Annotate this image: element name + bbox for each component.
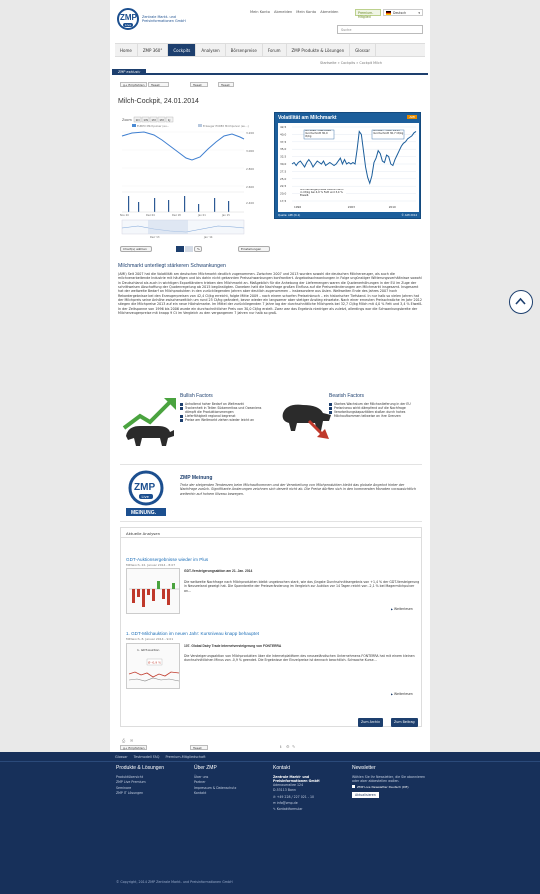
footer-link[interactable]: ZMP Live Premium: [116, 780, 146, 785]
view-bar-icon[interactable]: [176, 246, 184, 252]
scroll-top-button[interactable]: [509, 290, 533, 314]
nav-home[interactable]: Home: [115, 44, 138, 56]
checkbox-icon: [352, 785, 355, 788]
analysis-head: 107. Global Dairy Trade Internetversteigerung von FONTERRA: [184, 644, 282, 648]
svg-text:Jan 01: Jan 01: [198, 214, 206, 217]
footer-link-premium[interactable]: Premium-Mitgliedschaft: [165, 755, 206, 759]
page-title: Milch-Cockpit, 24.01.2014: [118, 98, 199, 105]
account-link[interactable]: Mein Konto: [250, 10, 270, 14]
info-icon[interactable]: ℹ: [280, 744, 282, 749]
settings-gear-icon[interactable]: ⚙: [286, 744, 290, 749]
svg-text:3.200: 3.200: [246, 131, 255, 135]
bearish-item: Starkes Wachstum der Milchanlieferung in der EU: [329, 402, 419, 406]
archive-button[interactable]: Zum Archiv: [358, 718, 383, 727]
svg-text:Dez 18: Dez 18: [172, 214, 181, 217]
ami-badge: AMI: [409, 115, 415, 119]
mail-icon[interactable]: ✉: [130, 738, 134, 743]
opinion-text: Trotz der steigenden Tendenzen beim Milchaufkommen und der Verarbeitung von Milchprodukten bleibt das globale Angebot hinter der Nachfrage zurück. Signifikante Änderungen zeichnen sich derzeit nicht ab. Die Preise dürften sich in den kommenden Monaten voraussichtlich weiterhin auf hohem Niveau bewegen.: [180, 483, 416, 496]
nav-analysen[interactable]: Analysen: [196, 44, 225, 56]
view-line-icon[interactable]: [185, 246, 193, 252]
exclusive-banner: ZMP exklusiv: [112, 69, 428, 75]
bearish-item: Preisniveau wirkt dämpfend auf die Nachfrage: [329, 406, 419, 410]
y-tick-label: 35,0: [280, 147, 287, 152]
bullish-item: Lieferfähigkeit regional begrenzt: [180, 414, 268, 418]
svg-text:Live: Live: [141, 495, 149, 499]
svg-text:Ø -0,9 %: Ø -0,9 %: [148, 660, 161, 665]
footer-link[interactable]: Partner: [194, 780, 206, 785]
footer-col-contact: Kontakt Zentrale Markt- und Preisinformationen GmbH Adenauerallee 124 D-53113 Bonn ✆ +49 228 / 227 021 - 10 ✉ info@zmp.de ✎ Kontaktformular: [273, 765, 343, 812]
google-share-button[interactable]: g+ Empfehlen: [120, 82, 147, 87]
svg-text:1J: 1J: [167, 118, 171, 122]
analysis-text: Die weltweite Nachfrage nach Milchprodukten bleibt ungebrochen stark, wie das jüngste Durchschnittsergebnis von +1,4 % der GDT-Versteigerung in Neuseeland gezeigt hat. Die Spannbreite der Preisveränderung im Vergleich zur Auktion vor 14 Tagen reicht von -2,1 % bei Magermilchpulver an…: [184, 580, 420, 593]
price-series-line: [122, 132, 244, 160]
footer-link[interactable]: Kontakt: [194, 790, 207, 795]
y-tick-label: 40,0: [280, 132, 287, 137]
svg-text:1D: 1D: [135, 118, 140, 122]
svg-text:Nov 20: Nov 20: [120, 214, 129, 217]
analysis-date: Mittwoch, 22. Januar 2014 - 8:07: [126, 563, 176, 567]
analysis-text: Die Versteigerungsaktion von Milchprodukten über die Internetplattform des neuseeländischen Unternehmens FONTERRA hat mit einem kleinen durchschnittlichen Minus von -0,9 % geendet. Die Ergebnisse der Einzelpreise ist dennoch beachtlich. Schwache Kurse…: [184, 654, 415, 663]
zmp-logo[interactable]: ZMP Live Zentrale Markt- und Preisinformationen GmbH: [117, 8, 185, 30]
page-container: [110, 0, 430, 752]
footer-link[interactable]: ZMP IT Lösungen: [116, 790, 144, 795]
legend-1: EUREX Milchpulver (eu…: [137, 124, 170, 128]
nav-glossar[interactable]: Glossar: [350, 44, 376, 56]
twitter-tweet-button[interactable]: Tweet: [218, 82, 234, 87]
footer-link[interactable]: Impressum & Datenschutz: [194, 785, 237, 790]
svg-text:Jan 15: Jan 15: [222, 214, 230, 217]
analysis-title[interactable]: 1. GDT-Milchauktion im neuen Jahr: Kursniveau knapp behauptet: [126, 631, 260, 636]
footer-link-faq[interactable]: Testmodell FAQ: [133, 755, 160, 759]
facebook-share-button[interactable]: Tweet: [190, 82, 208, 87]
price-chart[interactable]: [118, 112, 270, 257]
twitter-share-button[interactable]: Tweet: [148, 82, 169, 87]
svg-text:2.800: 2.800: [246, 167, 255, 171]
footer-link[interactable]: Seminare: [116, 785, 132, 790]
svg-text:Dez '13: Dez '13: [150, 236, 160, 239]
mail-icon: ✉: [273, 801, 277, 806]
bullish-title: Bullish Factors: [180, 393, 213, 399]
copyright: © Copyright, 2014 ZMP Zentrale Markt- und Preisinformationen GmbH: [116, 880, 233, 884]
bullish-item: Trockenheit in Teilen Südamerikas und Ozeaniens dämpft die Produktionsmengen: [180, 406, 268, 414]
chevron-down-icon: ▾: [418, 10, 420, 15]
opinion-title: ZMP Meinung: [180, 475, 213, 481]
legend-swatch-2: [198, 124, 202, 127]
x-tick-label: 1996: [294, 205, 302, 209]
bullish-item: Anhaltend hoher Bedarf an Weltmarkt: [180, 402, 268, 406]
svg-text:3.000: 3.000: [246, 149, 255, 153]
settings-button[interactable]: Einstellungen: [238, 246, 270, 252]
svg-text:1. GDT-Auktion: 1. GDT-Auktion: [137, 648, 160, 652]
navigator-range[interactable]: [148, 220, 188, 234]
svg-text:1W: 1W: [143, 118, 149, 122]
read-more-link[interactable]: ▶ Weiterlesen: [391, 607, 413, 611]
phone-icon: ✆: [273, 795, 277, 800]
y-tick-label: 32,5: [280, 154, 287, 159]
chart-title: Volatilität am Milchmarkt: [278, 115, 337, 121]
legend-swatch-1: [132, 124, 136, 127]
svg-text:Jan '14: Jan '14: [204, 236, 213, 239]
svg-text:1M: 1M: [151, 118, 156, 122]
y-tick-label: 25,0: [280, 176, 287, 181]
chart-copyright: © AMI 2014: [401, 214, 417, 217]
newsletter-option[interactable]: ZMP Live Newsletter Deutsch (DE): [352, 785, 426, 790]
y-tick-label: 20,0: [280, 191, 287, 196]
y-tick-label: 30,0: [280, 162, 287, 166]
footer-divider: [0, 761, 540, 762]
language-select[interactable]: Deutsch ▾: [383, 9, 423, 16]
email-link[interactable]: ✉ info@zmp.de: [273, 801, 298, 806]
post-button[interactable]: Zum Beitrag: [391, 718, 418, 727]
legend-2: Erzeuger EUREX Milchpulver (eu…): [203, 124, 249, 128]
nav-cockpits[interactable]: Cockpits: [168, 44, 196, 56]
analysis-thumbnail[interactable]: [126, 568, 180, 614]
annotation-3: Milcherzeugerpreise Deutschland in Ct/kg bei 4,0 % Fett und 3,4 % Eiweiß: [300, 189, 346, 198]
company-name: Zentrale Markt- und Preisinformationen GmbH: [273, 775, 320, 784]
phone: ✆ +49 228 / 227 021 - 10: [273, 795, 315, 800]
bull-icon: [118, 392, 182, 448]
volatility-plot: [278, 123, 419, 212]
logo-description: Zentrale Markt- und Preisinformationen GmbH: [142, 15, 186, 23]
footer-col-newsletter: Newsletter Wählen Sie Ihr Newsletter, die Sie abonnieren oder aber abbestellen wollen. ZMP Live Newsletter Deutsch (DE) Aktualisieren: [352, 765, 426, 798]
y-tick-label: 22,5: [280, 184, 287, 189]
analysis-head: GDT-Versteigerungsaktion am 21. Jan. 2014: [184, 569, 253, 573]
bullish-item: Preise am Weltmarkt ziehen wieder leicht an: [180, 418, 268, 422]
analyses-header: Aktuelle Analysen: [121, 528, 421, 538]
y-tick-label: 17,5: [280, 199, 287, 203]
bearish-list: [329, 402, 419, 418]
top-links: [250, 10, 338, 14]
volume-bars: [128, 196, 229, 212]
main-nav: [115, 43, 425, 57]
bearish-item: Verarbeitungskapazitäten stoßen durch hohes Milchaufkommen teilweise an ihre Grenzen: [329, 410, 419, 418]
bullish-list: [180, 402, 268, 422]
footer-col-products: Produkte & Lösungen Produktübersicht ZMP Live Premium Seminare ZMP IT Lösungen: [116, 765, 186, 796]
x-tick-label: 2010: [388, 205, 396, 209]
tag-icon[interactable]: ✎: [292, 744, 296, 749]
y-tick-label: 27,5: [280, 169, 287, 174]
annotation-2: Jan 2007 - Nov. 2013 Durchschnitt 30,7 Ct/kg: [372, 130, 404, 136]
annotation-1: Jan 1996 - Dez 2006 Durchschnitt 30,0 Ct/kg: [304, 130, 331, 139]
footer-link[interactable]: Über uns: [194, 775, 209, 779]
address-line: D-53113 Bonn: [273, 787, 296, 792]
bear-icon: [273, 397, 337, 441]
address-line: Adenauerallee 124: [273, 783, 304, 788]
footer-link-glossar[interactable]: Glossar: [115, 755, 128, 759]
y-tick-label: 42,5: [280, 125, 287, 129]
logout-link[interactable]: Abmelden: [274, 10, 293, 14]
update-button[interactable]: Aktualisieren: [352, 792, 379, 798]
svg-text:1M: 1M: [159, 118, 164, 122]
zmp-meinung-logo: [123, 468, 169, 518]
pencil-icon: ✎: [273, 807, 277, 812]
nav-zmp360[interactable]: ZMP 360°: [138, 44, 169, 56]
read-more-link[interactable]: ▶ Weiterlesen: [391, 692, 413, 696]
x-tick-label: 2003: [347, 205, 355, 209]
section-body: (AMI) Seit 2007 hat die Volatilität am deutschen Milchmarkt deutlich zugenommen. Zwischen 2007 und 2013 wurden sowohl die deutschen Milcherzeuger, als auch die milchverarbeitende Industrie mit häufigen und bis dahin nicht gekannten Preisschwankungen konfrontiert. Angebotsschwankungen in Folge ungünstiger Witterungsverhältnisse sowohl in Deutschland als auch in wichtigen Exportländern trieben den Milchmarkt an. Maßgeblich für die Anhebung der Liefermengen waren die Quotenerhöhungen in der EU im Zuge der schrittweisen Abschaffung der Quotenregelung ab 2015 begünstigten. Daneben hatt die Nachfrage großen Einfluss auf die Preisveränderungen am Milchmarkt insgesamt. Insgesamt hat der weltweite Bedarf an Milchprodukten in den zurückliegenden Jahren aber deutlich zugenommen – insbesondere aus Asien. Weltweiten Ende des Jahres 2007 hoch Rekordergebnisse bei den Erzeugerpreisen von 42,4 Ct/kg erreicht, folgte Mitte 2009 – nach einem scharfen Preiseinbruch – ein historischer Tiefstand. In nur halb so vielen Jahren hat der Milchpreis seine Anhöhe zwischenzeitlich um rund 25 Ct/kg geändert, bevor wieder ein langsamer aber stetiger Anstieg einsetzte. Nach einer erneuten Preisschwäche im Jahr 2012 stiegen die Milchpreise 2013 auf ein neue Höchstmarke. Im Mittel der zurückliegenden 7 Jahre lag der durchschnittliche Milchpreis bei 32,7 Ct/kg Milch mit 4,0 % Fett und 3,4 % Eiweiß. In der Zeitspanne von 1996 bis 2006 wurde ein durchschnittlicher Preis von 30,0 Ct/kg erzielt. Zwar war das Ergebnis niedriger als zuletzt, allerdings war die Schwankungsbreite der Milcherzeugerpreise mit knapp 9 Ct im Vergleich zu den vergangenen 7 Jahren nur halb so groß.: [118, 272, 423, 316]
nav-boersenpreise[interactable]: Börsenpreise: [226, 44, 263, 56]
print-icon[interactable]: ⎙: [122, 738, 126, 743]
svg-text:2.400: 2.400: [246, 201, 255, 205]
select-charts-button[interactable]: Chart(s) wählen: [120, 246, 152, 252]
analysis-date: Mittwoch, 8. Januar 2014 - 9:01: [126, 637, 174, 641]
analysis-thumbnail[interactable]: [126, 643, 180, 689]
section-title: Milchmarkt unterliegt stärkeren Schwankungen: [118, 263, 226, 269]
search-input[interactable]: Suche: [337, 25, 423, 34]
premium-badge[interactable]: Premium-Mitglied: [355, 9, 381, 16]
footer-col-about: Über ZMP Über uns Partner Impressum & Datenschutz Kontakt: [194, 765, 264, 796]
newsletter-text: Wählen Sie Ihr Newsletter, die Sie abonnieren oder aber abbestellen wollen.: [352, 775, 426, 784]
volatility-chart: [274, 112, 421, 219]
breadcrumb: Startseite » Cockpits » Cockpit Milch: [320, 61, 383, 65]
view-percent-button[interactable]: %: [194, 246, 202, 252]
svg-text:MEINUNG.: MEINUNG.: [131, 510, 156, 516]
german-flag-icon: [386, 11, 391, 15]
svg-text:ZMP: ZMP: [134, 482, 156, 493]
nav-produkte[interactable]: ZMP Produkte & Lösungen: [287, 44, 351, 56]
account-link-2[interactable]: Mein Konto: [296, 10, 317, 14]
svg-text:2.600: 2.600: [246, 185, 255, 189]
logout-link-2[interactable]: Abmelden: [320, 10, 339, 14]
svg-text:Dez 04: Dez 04: [146, 214, 155, 217]
analysis-title[interactable]: GDT-Auktionsergebnisse wieder im Plus: [126, 557, 209, 562]
footer-link[interactable]: Produktübersicht: [116, 775, 144, 779]
zoom-label: Zoom: [122, 118, 132, 122]
contact-form-link[interactable]: ✎ Kontaktformular: [273, 807, 303, 812]
footer: [0, 752, 540, 894]
bearish-title: Bearish Factors: [329, 393, 365, 399]
facebook-share-button-bottom[interactable]: Tweet: [190, 745, 208, 750]
footer-bar: [110, 752, 430, 761]
price-chart-svg[interactable]: [118, 112, 270, 257]
nav-forum[interactable]: Forum: [263, 44, 287, 56]
chevron-up-icon: [510, 291, 531, 312]
chart-source: Quelle: AMI (D-1): [278, 214, 301, 217]
google-share-button-bottom[interactable]: g+ Empfehlen: [120, 745, 147, 750]
y-tick-label: 37,5: [280, 139, 287, 144]
